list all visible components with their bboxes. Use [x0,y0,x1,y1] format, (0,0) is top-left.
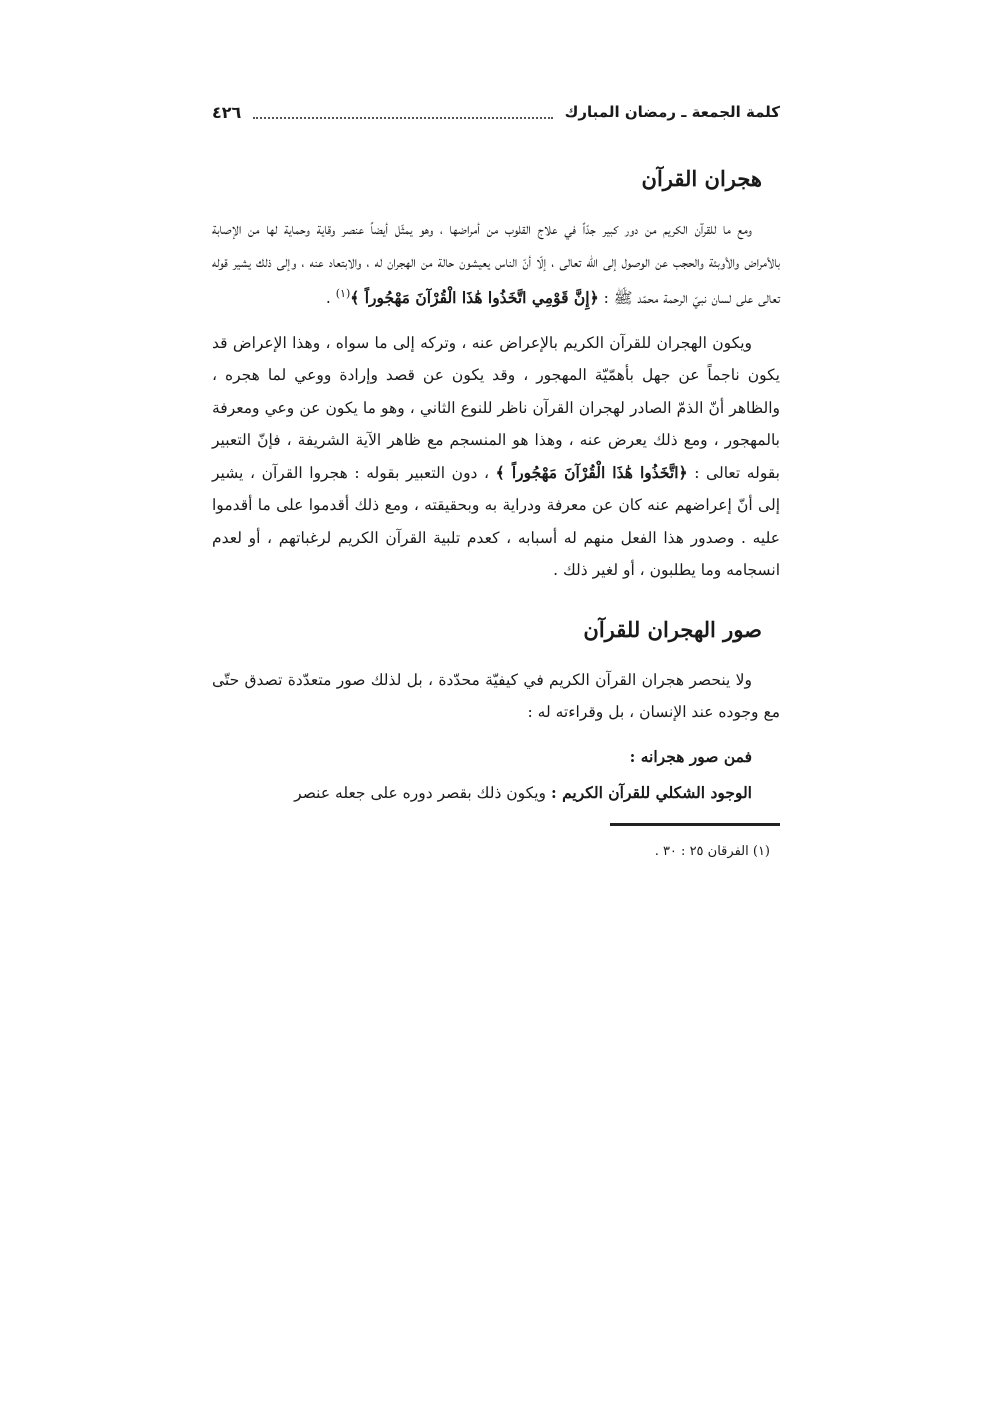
footnote-reference[interactable]: (١) [335,287,351,300]
list-item-title: الوجود الشكلي للقرآن الكريم : [550,782,752,802]
paragraph [212,213,780,315]
list-item [212,777,780,810]
paragraph-text-end: . [325,289,331,308]
quran-verse: ﴿اتَّخَذُوا هَٰذَا الْقُرْآنَ مَهْجُوراً ﴾ [495,462,688,482]
header-dot-leader [253,105,552,119]
page-number: ٤٢٦ [212,102,242,122]
running-header [212,96,780,128]
paragraph-text: ولا ينحصر هجران القرآن الكريم في كيفيّة محدّدة ، بل لذلك صور متعدّدة تصدق حتّى مع وجوده عند الإنسان ، بل وقراءته له : [212,670,780,722]
paragraph-text: ومع ما للقرآن الكريم من دور كبير جدّاً في علاج القلوب من أمراضها ، وهو يمثّل أيضاً عنصر وقاية وحماية لها من الإصابة بالأمراض والأوبئة والحجب عن الوصول إلى الله تعالى ، إلّا أنّ الناس يعيشون حالة من الهجران له ، والابتعاد عنه ، وإلى ذلك يشير قوله تعالى على لسان نبيّ الرحمة محمّد ﷺ : [212,220,780,308]
paragraph [212,664,780,729]
footnote: (١) الفرقان ٢٥ : ٣٠ . [654,844,770,860]
section-heading-hijran: هجران القرآن [641,166,762,191]
paragraph [212,327,780,587]
subheading: فمن صور هجرانه : [629,746,752,766]
quran-verse: ﴿إِنَّ قَوْمِي اتَّخَذُوا هَٰذَا الْقُرْآنَ مَهْجُوراً ﴾ [350,288,599,308]
footnote-divider [610,823,780,826]
paragraph-text: ويكون الهجران للقرآن الكريم بالإعراض عنه ، وتركه إلى ما سواه ، وهذا الإعراض قد يكون ناجماً عن جهل بأهمّيّة المهجور ، وقد يكون عن قصد وإرادة ووعي لما هجره ، والظاهر أنّ الذمّ الصادر لهجران القرآن ناظر للنوع الثاني ، وهو ما يكون عن وعي ومعرفة بالمهجور ، ومع ذلك يعرض عنه ، وهذا هو المنسجم مع ظاهر الآية الشريفة ، فإنّ التعبير بقوله تعالى : [212,333,780,482]
book-title: كلمة الجمعة ـ رمضان المبارك [564,103,780,121]
paragraph-text-end: ، دون التعبير بقوله : هجروا القرآن ، يشير إلى أنّ إعراضهم عنه كان عن معرفة ودراية به وبحقيقته ، ومع ذلك أقدموا على ما أقدموا عليه . وصدور هذا الفعل منهم له أسبابه ، كعدم تلبية القرآن الكريم لرغباتهم ، أو لعدم انسجامه وما يطلبون ، أو لغير ذلك . [212,463,780,580]
list-item-text: ويكون ذلك بقصر دوره على جعله عنصر [294,783,547,802]
section-heading-forms: صور الهجران للقرآن [583,616,762,642]
document-page [212,96,780,862]
